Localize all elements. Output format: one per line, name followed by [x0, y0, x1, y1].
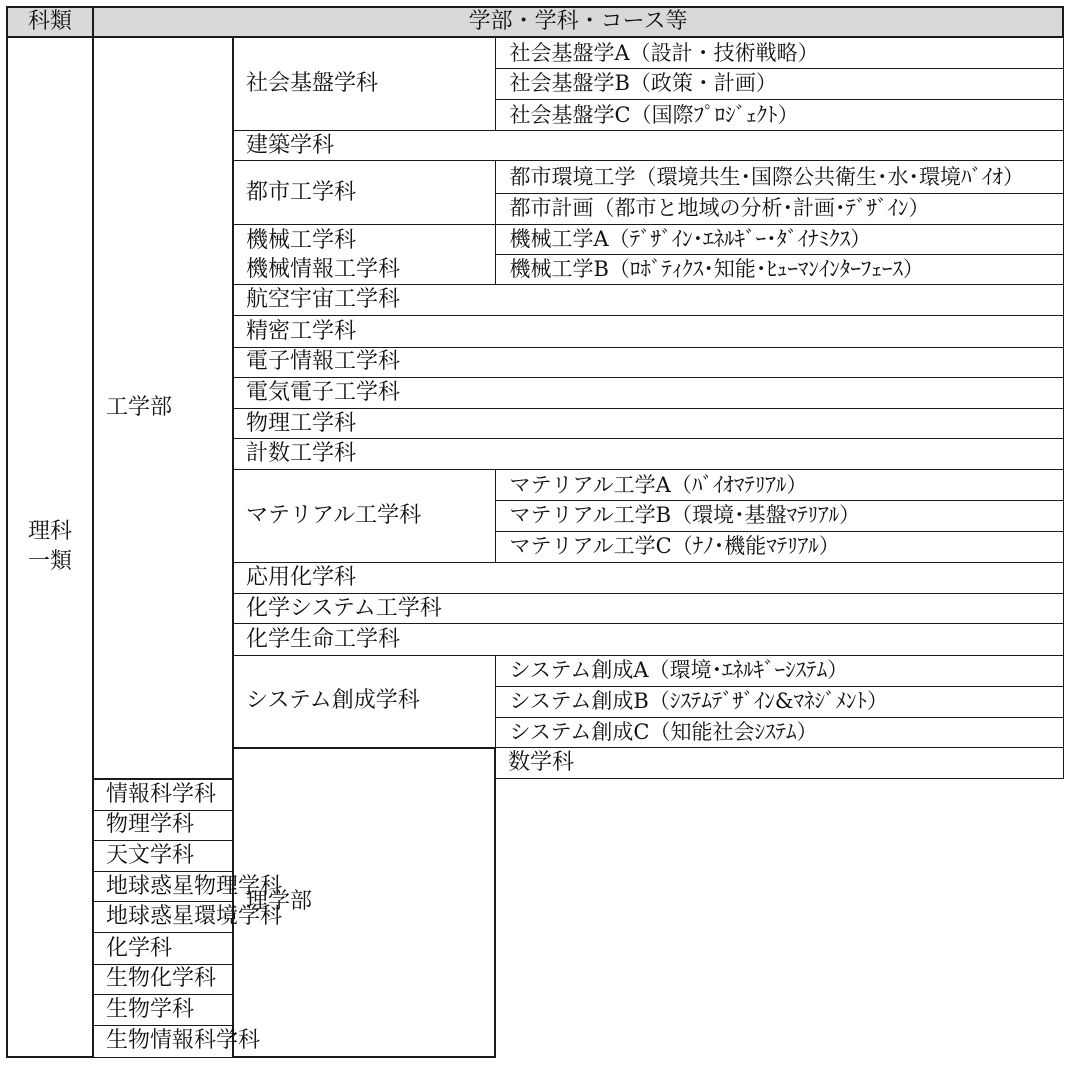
course-name: マテリアル工学B（環境･基盤ﾏﾃﾘｱﾙ） [495, 500, 1063, 531]
department-name: 化学科 [93, 933, 495, 964]
course-name: 機械工学A（ﾃﾞｻﾞｲﾝ･ｴﾈﾙｷﾞｰ･ﾀﾞｲﾅﾐｸｽ） [495, 224, 1063, 254]
category-line2: 一類 [27, 549, 72, 575]
course-name: 社会基盤学A（設計・技術戦略） [495, 37, 1063, 68]
department-name: 航空宇宙工学科 [233, 285, 1063, 316]
table-row [7, 810, 1063, 840]
department-name: 生物学科 [93, 994, 495, 1025]
course-name: 都市計画（都市と地域の分析･計画･ﾃﾞｻﾞｲﾝ） [495, 193, 1063, 224]
course-name: システム創成A（環境･ｴﾈﾙｷﾞｰｼｽﾃﾑ） [495, 655, 1063, 686]
table-row [7, 964, 1063, 994]
course-name: 社会基盤学C（国際ﾌﾟﾛｼﾞｪｸﾄ） [495, 100, 1063, 131]
faculty-science: 理学部 [233, 748, 495, 1057]
table-row [7, 872, 1063, 902]
course-name: 社会基盤学B（政策・計画） [495, 68, 1063, 99]
category-line1: 理科 [27, 519, 72, 545]
department-name: 物理学科 [93, 810, 495, 840]
faculty-engineering: 工学部 [93, 37, 233, 779]
table-row [7, 779, 1063, 810]
department-name: 生物情報科学科 [93, 1026, 495, 1057]
department-name: 社会基盤学科 [233, 37, 495, 131]
department-name-line1: 機械工学科 [246, 227, 357, 253]
department-name: 都市工学科 [233, 161, 495, 224]
department-name: システム創成学科 [233, 655, 495, 748]
header-row [7, 7, 1063, 37]
course-name: マテリアル工学C（ﾅﾉ･機能ﾏﾃﾘｱﾙ） [495, 531, 1063, 562]
department-name: 天文学科 [93, 840, 495, 871]
department-name: 化学生命工学科 [233, 624, 1063, 655]
course-name: システム創成C（知能社会ｼｽﾃﾑ） [495, 718, 1063, 748]
department-name: 地球惑星物理学科 [93, 872, 495, 902]
table-row [7, 840, 1063, 871]
department-name: 化学システム工学科 [233, 594, 1063, 624]
course-name: 都市環境工学（環境共生･国際公共衛生･水･環境ﾊﾞｲｵ） [495, 161, 1063, 193]
department-name-line2: 機械情報工学科 [246, 256, 401, 282]
department-name: 地球惑星環境学科 [93, 902, 495, 933]
course-name: 機械工学B（ﾛﾎﾞﾃｨｸｽ･知能･ﾋｭｰﾏﾝｲﾝﾀｰﾌｪｰｽ） [495, 255, 1063, 285]
department-name: 生物化学科 [93, 964, 495, 994]
course-name: システム創成B（ｼｽﾃﾑﾃﾞｻﾞｲﾝ&ﾏﾈｼﾞﾒﾝﾄ） [495, 686, 1063, 717]
department-name: 物理工学科 [233, 409, 1063, 439]
table-row [7, 902, 1063, 933]
department-name: 計数工学科 [233, 439, 1063, 470]
department-name: マテリアル工学科 [233, 470, 495, 563]
faculty-department-table [6, 6, 1064, 1058]
department-name: 応用化学科 [233, 563, 1063, 594]
table-row [7, 1026, 1063, 1057]
table-row [7, 37, 1063, 68]
department-name: 精密工学科 [233, 316, 1063, 347]
header-category: 科類 [7, 7, 93, 37]
department-name: 電気電子工学科 [233, 377, 1063, 408]
department-name: 電子情報工学科 [233, 347, 1063, 377]
department-name [233, 224, 495, 284]
header-faculty-department: 学部・学科・コース等 [93, 7, 1063, 37]
category-cell [7, 37, 93, 1057]
department-name: 建築学科 [233, 131, 1063, 161]
department-name: 数学科 [495, 748, 1063, 779]
course-name: マテリアル工学A（ﾊﾞｲｵﾏﾃﾘｱﾙ） [495, 470, 1063, 500]
department-name: 情報科学科 [93, 779, 495, 810]
table-row [7, 933, 1063, 964]
table-row [7, 994, 1063, 1025]
